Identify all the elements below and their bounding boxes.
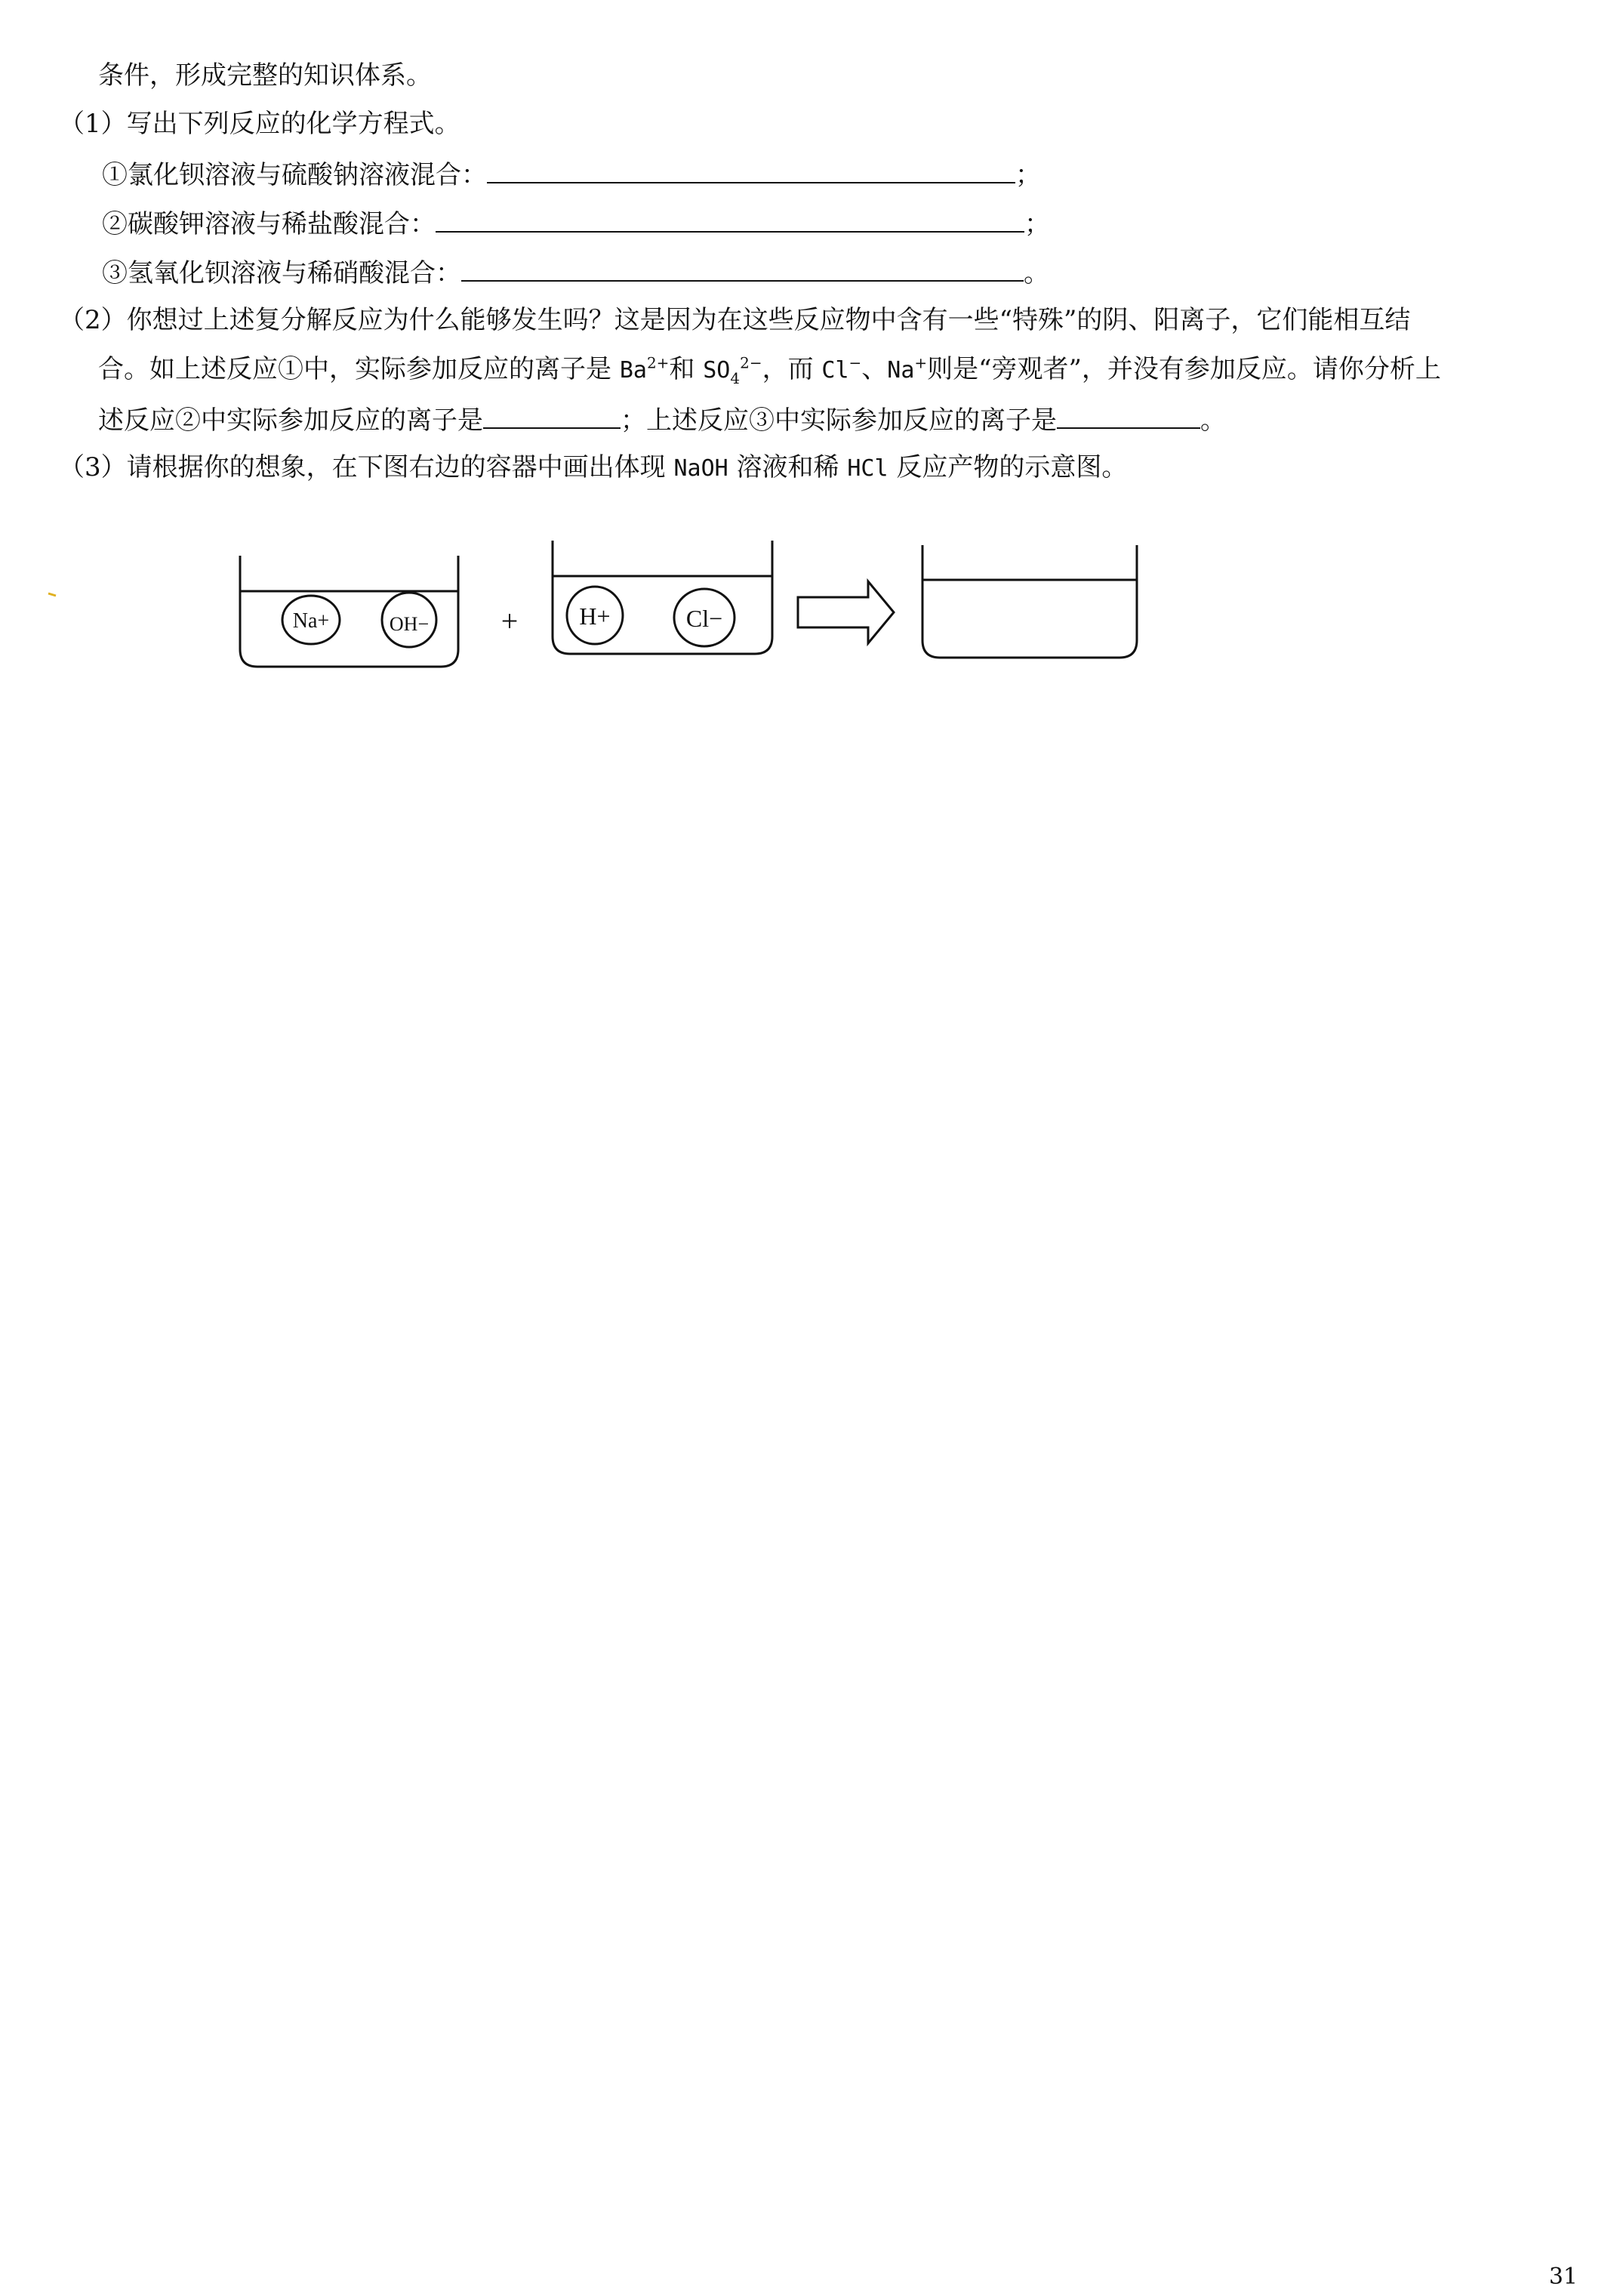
ion-label-cl: Cl− <box>685 605 723 632</box>
beaker-3-empty[interactable] <box>922 545 1137 658</box>
ion-na-charge: + <box>914 353 928 372</box>
q2-line3-c: 。 <box>1200 405 1226 436</box>
ion-ba-charge: 2+ <box>646 353 670 372</box>
ion-cl-charge: − <box>848 353 862 372</box>
item-1-end: ； <box>1015 160 1041 190</box>
text-line-1: 条件，形成完整的知识体系。 <box>98 60 432 91</box>
item-2-end: ； <box>1024 209 1050 239</box>
stray-mark <box>48 593 56 596</box>
beaker-1 <box>240 556 458 667</box>
item-2-label: ②碳酸钾溶液与稀盐酸混合： <box>102 209 436 239</box>
ion-na: Na <box>887 357 915 384</box>
right-arrow-icon <box>798 581 894 643</box>
ion-so4: SO <box>703 357 731 384</box>
q2-text-a: 合。如上述反应①中，实际参加反应的离子是 <box>98 354 620 384</box>
item-1-label: ①氯化钡溶液与硫酸钠溶液混合： <box>102 160 487 190</box>
q2-line3-b: ；上述反应③中实际参加反应的离子是 <box>621 405 1057 436</box>
question-1-heading: （1）写出下列反应的化学方程式。 <box>59 109 460 139</box>
ion-so4-subscript: 4 <box>730 368 741 387</box>
q3-text-a: （3）请根据你的想象，在下图右边的容器中画出体现 <box>59 452 674 482</box>
ion-ba: Ba <box>619 357 647 384</box>
item-3-end: 。 <box>1024 258 1049 288</box>
q2-text-b: 和 <box>669 354 704 384</box>
q3-text-c: 反应产物的示意图。 <box>888 452 1128 482</box>
ion-label-na: Na+ <box>292 609 330 633</box>
item-3-label: ③氢氧化钡溶液与稀硝酸混合： <box>102 258 461 288</box>
ion-so4-charge: 2− <box>740 353 762 372</box>
q2-text-c: ，而 <box>762 354 822 384</box>
formula-naoh: NaOH <box>673 455 728 482</box>
plus-sign: + <box>500 604 519 638</box>
q3-text-b: 溶液和稀 <box>728 452 848 482</box>
ion-label-h: H+ <box>579 603 611 630</box>
beaker-2 <box>553 541 772 654</box>
page-number: 31 <box>1548 2264 1578 2290</box>
ion-cl: Cl <box>821 357 849 384</box>
question-2-line-1: （2）你想过上述复分解反应为什么能够发生吗？这是因为在这些反应物中含有一些“特殊”的阴、阳离子，它们能相互结 <box>59 305 1411 335</box>
q2-line3-a: 述反应②中实际参加反应的离子是 <box>98 405 483 436</box>
q2-text-d: 、 <box>861 354 888 384</box>
ion-label-oh: OH− <box>389 613 430 635</box>
formula-hcl: HCl <box>847 455 888 482</box>
q2-text-e: 则是“旁观者”，并没有参加反应。请你分析上 <box>927 354 1441 384</box>
